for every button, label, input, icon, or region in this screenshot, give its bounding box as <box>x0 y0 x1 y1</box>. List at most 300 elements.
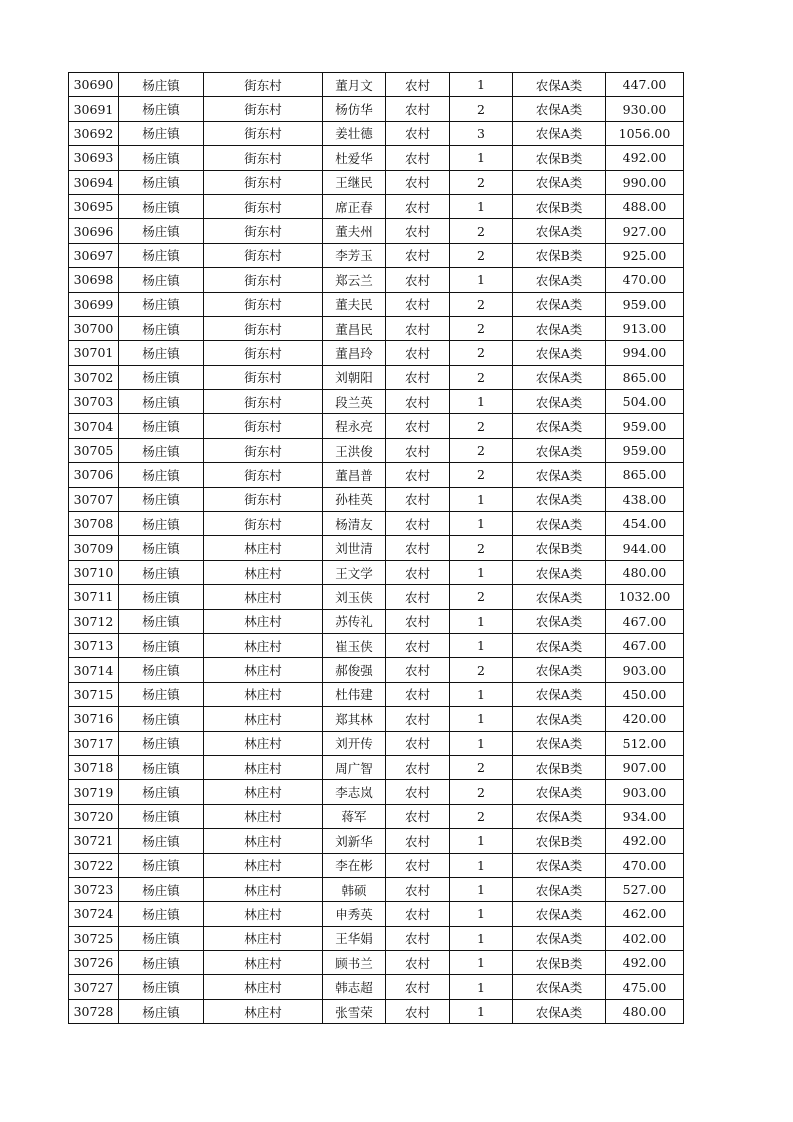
cell-town: 杨庄镇 <box>119 438 204 462</box>
cell-village: 街东村 <box>204 414 323 438</box>
cell-insurance-category: 农保A类 <box>513 292 606 316</box>
table-row <box>69 780 684 804</box>
cell-village: 林庄村 <box>204 804 323 828</box>
table-row <box>69 975 684 999</box>
cell-person-name: 王文学 <box>323 560 386 584</box>
cell-amount: 475.00 <box>606 975 684 999</box>
cell-town: 杨庄镇 <box>119 146 204 170</box>
cell-amount: 480.00 <box>606 999 684 1023</box>
cell-town: 杨庄镇 <box>119 585 204 609</box>
cell-member-count: 2 <box>450 365 513 389</box>
cell-town: 杨庄镇 <box>119 853 204 877</box>
cell-household-type: 农村 <box>386 243 450 267</box>
cell-amount: 959.00 <box>606 438 684 462</box>
cell-insurance-category: 农保A类 <box>513 975 606 999</box>
table-body <box>69 73 684 1024</box>
cell-insurance-category: 农保B类 <box>513 243 606 267</box>
cell-record-id: 30696 <box>69 219 119 243</box>
cell-member-count: 1 <box>450 853 513 877</box>
cell-amount: 927.00 <box>606 219 684 243</box>
cell-town: 杨庄镇 <box>119 707 204 731</box>
cell-person-name: 程永亮 <box>323 414 386 438</box>
cell-amount: 447.00 <box>606 73 684 97</box>
cell-insurance-category: 农保A类 <box>513 170 606 194</box>
cell-person-name: 郑其林 <box>323 707 386 731</box>
cell-person-name: 董夫州 <box>323 219 386 243</box>
cell-record-id: 30716 <box>69 707 119 731</box>
cell-household-type: 农村 <box>386 414 450 438</box>
cell-person-name: 王洪俊 <box>323 438 386 462</box>
cell-village: 林庄村 <box>204 682 323 706</box>
cell-amount: 492.00 <box>606 951 684 975</box>
cell-town: 杨庄镇 <box>119 536 204 560</box>
cell-record-id: 30702 <box>69 365 119 389</box>
cell-town: 杨庄镇 <box>119 877 204 901</box>
cell-town: 杨庄镇 <box>119 219 204 243</box>
cell-member-count: 1 <box>450 829 513 853</box>
cell-record-id: 30692 <box>69 121 119 145</box>
cell-person-name: 韩硕 <box>323 877 386 901</box>
cell-record-id: 30707 <box>69 487 119 511</box>
cell-insurance-category: 农保B类 <box>513 829 606 853</box>
cell-person-name: 姜壮德 <box>323 121 386 145</box>
cell-person-name: 顾书兰 <box>323 951 386 975</box>
cell-amount: 944.00 <box>606 536 684 560</box>
cell-town: 杨庄镇 <box>119 414 204 438</box>
cell-amount: 903.00 <box>606 780 684 804</box>
cell-household-type: 农村 <box>386 390 450 414</box>
cell-household-type: 农村 <box>386 146 450 170</box>
cell-insurance-category: 农保A类 <box>513 633 606 657</box>
cell-amount: 402.00 <box>606 926 684 950</box>
cell-village: 林庄村 <box>204 975 323 999</box>
cell-village: 街东村 <box>204 316 323 340</box>
table-row <box>69 121 684 145</box>
cell-amount: 930.00 <box>606 97 684 121</box>
cell-member-count: 1 <box>450 999 513 1023</box>
cell-household-type: 农村 <box>386 902 450 926</box>
cell-amount: 934.00 <box>606 804 684 828</box>
cell-village: 林庄村 <box>204 951 323 975</box>
cell-household-type: 农村 <box>386 658 450 682</box>
cell-member-count: 2 <box>450 780 513 804</box>
cell-person-name: 郑云兰 <box>323 268 386 292</box>
cell-insurance-category: 农保A类 <box>513 926 606 950</box>
cell-member-count: 1 <box>450 73 513 97</box>
cell-village: 林庄村 <box>204 853 323 877</box>
cell-person-name: 李志岚 <box>323 780 386 804</box>
cell-member-count: 1 <box>450 390 513 414</box>
table-row <box>69 707 684 731</box>
cell-person-name: 刘开传 <box>323 731 386 755</box>
cell-person-name: 周广智 <box>323 755 386 779</box>
cell-member-count: 2 <box>450 658 513 682</box>
cell-insurance-category: 农保A类 <box>513 707 606 731</box>
cell-village: 林庄村 <box>204 999 323 1023</box>
cell-household-type: 农村 <box>386 438 450 462</box>
cell-member-count: 2 <box>450 585 513 609</box>
cell-insurance-category: 农保A类 <box>513 731 606 755</box>
cell-member-count: 2 <box>450 414 513 438</box>
cell-village: 街东村 <box>204 170 323 194</box>
cell-amount: 467.00 <box>606 633 684 657</box>
cell-town: 杨庄镇 <box>119 633 204 657</box>
cell-amount: 990.00 <box>606 170 684 194</box>
cell-record-id: 30718 <box>69 755 119 779</box>
cell-amount: 470.00 <box>606 268 684 292</box>
cell-village: 林庄村 <box>204 707 323 731</box>
cell-amount: 470.00 <box>606 853 684 877</box>
cell-record-id: 30693 <box>69 146 119 170</box>
table-row <box>69 902 684 926</box>
cell-person-name: 段兰英 <box>323 390 386 414</box>
cell-village: 林庄村 <box>204 780 323 804</box>
cell-insurance-category: 农保A类 <box>513 780 606 804</box>
cell-record-id: 30711 <box>69 585 119 609</box>
cell-member-count: 2 <box>450 341 513 365</box>
cell-member-count: 1 <box>450 194 513 218</box>
cell-person-name: 杜伟建 <box>323 682 386 706</box>
cell-insurance-category: 农保B类 <box>513 951 606 975</box>
cell-amount: 450.00 <box>606 682 684 706</box>
cell-insurance-category: 农保A类 <box>513 97 606 121</box>
table-row <box>69 97 684 121</box>
cell-amount: 488.00 <box>606 194 684 218</box>
cell-insurance-category: 农保B类 <box>513 146 606 170</box>
cell-member-count: 1 <box>450 268 513 292</box>
cell-member-count: 2 <box>450 536 513 560</box>
cell-town: 杨庄镇 <box>119 804 204 828</box>
cell-village: 街东村 <box>204 438 323 462</box>
cell-member-count: 2 <box>450 170 513 194</box>
table-row <box>69 731 684 755</box>
cell-village: 林庄村 <box>204 658 323 682</box>
cell-insurance-category: 农保A类 <box>513 414 606 438</box>
cell-town: 杨庄镇 <box>119 243 204 267</box>
cell-amount: 903.00 <box>606 658 684 682</box>
cell-member-count: 2 <box>450 97 513 121</box>
cell-record-id: 30726 <box>69 951 119 975</box>
cell-town: 杨庄镇 <box>119 658 204 682</box>
cell-household-type: 农村 <box>386 536 450 560</box>
cell-amount: 512.00 <box>606 731 684 755</box>
cell-village: 街东村 <box>204 146 323 170</box>
cell-record-id: 30714 <box>69 658 119 682</box>
cell-person-name: 孙桂英 <box>323 487 386 511</box>
cell-household-type: 农村 <box>386 999 450 1023</box>
cell-member-count: 1 <box>450 877 513 901</box>
cell-village: 街东村 <box>204 268 323 292</box>
cell-amount: 492.00 <box>606 146 684 170</box>
cell-record-id: 30724 <box>69 902 119 926</box>
cell-insurance-category: 农保A类 <box>513 585 606 609</box>
cell-amount: 480.00 <box>606 560 684 584</box>
cell-village: 街东村 <box>204 194 323 218</box>
cell-person-name: 刘新华 <box>323 829 386 853</box>
cell-record-id: 30700 <box>69 316 119 340</box>
cell-town: 杨庄镇 <box>119 780 204 804</box>
cell-member-count: 1 <box>450 902 513 926</box>
cell-person-name: 董月文 <box>323 73 386 97</box>
table-row <box>69 146 684 170</box>
cell-household-type: 农村 <box>386 73 450 97</box>
cell-person-name: 刘玉侠 <box>323 585 386 609</box>
cell-household-type: 农村 <box>386 926 450 950</box>
cell-household-type: 农村 <box>386 219 450 243</box>
cell-insurance-category: 农保B类 <box>513 194 606 218</box>
cell-household-type: 农村 <box>386 731 450 755</box>
cell-record-id: 30719 <box>69 780 119 804</box>
cell-village: 林庄村 <box>204 536 323 560</box>
cell-record-id: 30717 <box>69 731 119 755</box>
cell-town: 杨庄镇 <box>119 926 204 950</box>
cell-town: 杨庄镇 <box>119 292 204 316</box>
cell-insurance-category: 农保A类 <box>513 512 606 536</box>
cell-member-count: 2 <box>450 438 513 462</box>
table-row <box>69 633 684 657</box>
cell-town: 杨庄镇 <box>119 341 204 365</box>
cell-insurance-category: 农保A类 <box>513 804 606 828</box>
cell-member-count: 1 <box>450 609 513 633</box>
cell-household-type: 农村 <box>386 853 450 877</box>
cell-household-type: 农村 <box>386 633 450 657</box>
cell-household-type: 农村 <box>386 560 450 584</box>
cell-household-type: 农村 <box>386 170 450 194</box>
cell-insurance-category: 农保A类 <box>513 902 606 926</box>
cell-person-name: 王继民 <box>323 170 386 194</box>
cell-household-type: 农村 <box>386 585 450 609</box>
cell-village: 街东村 <box>204 341 323 365</box>
cell-insurance-category: 农保A类 <box>513 658 606 682</box>
cell-record-id: 30727 <box>69 975 119 999</box>
cell-insurance-category: 农保A类 <box>513 341 606 365</box>
cell-household-type: 农村 <box>386 755 450 779</box>
cell-member-count: 3 <box>450 121 513 145</box>
cell-member-count: 2 <box>450 316 513 340</box>
table-row <box>69 292 684 316</box>
cell-member-count: 1 <box>450 633 513 657</box>
table-row <box>69 804 684 828</box>
table-row <box>69 536 684 560</box>
cell-record-id: 30709 <box>69 536 119 560</box>
cell-person-name: 崔玉侠 <box>323 633 386 657</box>
cell-town: 杨庄镇 <box>119 731 204 755</box>
cell-record-id: 30721 <box>69 829 119 853</box>
cell-insurance-category: 农保A类 <box>513 609 606 633</box>
table-row <box>69 243 684 267</box>
table-row <box>69 268 684 292</box>
cell-record-id: 30723 <box>69 877 119 901</box>
cell-household-type: 农村 <box>386 341 450 365</box>
table-row <box>69 341 684 365</box>
cell-record-id: 30704 <box>69 414 119 438</box>
cell-record-id: 30728 <box>69 999 119 1023</box>
table-row <box>69 438 684 462</box>
cell-member-count: 2 <box>450 804 513 828</box>
cell-insurance-category: 农保B类 <box>513 536 606 560</box>
cell-insurance-category: 农保A类 <box>513 268 606 292</box>
cell-town: 杨庄镇 <box>119 316 204 340</box>
cell-insurance-category: 农保A类 <box>513 682 606 706</box>
cell-insurance-category: 农保A类 <box>513 316 606 340</box>
records-table <box>68 72 684 1024</box>
cell-town: 杨庄镇 <box>119 975 204 999</box>
cell-village: 街东村 <box>204 243 323 267</box>
cell-member-count: 1 <box>450 682 513 706</box>
cell-insurance-category: 农保A类 <box>513 877 606 901</box>
cell-record-id: 30695 <box>69 194 119 218</box>
cell-village: 街东村 <box>204 219 323 243</box>
cell-household-type: 农村 <box>386 975 450 999</box>
cell-town: 杨庄镇 <box>119 365 204 389</box>
cell-insurance-category: 农保A类 <box>513 463 606 487</box>
table-row <box>69 560 684 584</box>
cell-village: 林庄村 <box>204 755 323 779</box>
cell-amount: 438.00 <box>606 487 684 511</box>
cell-person-name: 席正春 <box>323 194 386 218</box>
cell-town: 杨庄镇 <box>119 512 204 536</box>
cell-person-name: 刘世清 <box>323 536 386 560</box>
cell-village: 街东村 <box>204 121 323 145</box>
cell-household-type: 农村 <box>386 780 450 804</box>
cell-town: 杨庄镇 <box>119 755 204 779</box>
cell-record-id: 30703 <box>69 390 119 414</box>
cell-household-type: 农村 <box>386 194 450 218</box>
cell-amount: 1056.00 <box>606 121 684 145</box>
cell-person-name: 董昌玲 <box>323 341 386 365</box>
cell-amount: 504.00 <box>606 390 684 414</box>
table-row <box>69 414 684 438</box>
cell-record-id: 30701 <box>69 341 119 365</box>
cell-town: 杨庄镇 <box>119 194 204 218</box>
cell-amount: 959.00 <box>606 414 684 438</box>
cell-amount: 462.00 <box>606 902 684 926</box>
cell-record-id: 30694 <box>69 170 119 194</box>
cell-person-name: 苏传礼 <box>323 609 386 633</box>
cell-person-name: 蒋军 <box>323 804 386 828</box>
cell-amount: 865.00 <box>606 365 684 389</box>
cell-amount: 454.00 <box>606 512 684 536</box>
table-row <box>69 853 684 877</box>
table-row <box>69 170 684 194</box>
cell-village: 街东村 <box>204 97 323 121</box>
cell-person-name: 董夫民 <box>323 292 386 316</box>
table-row <box>69 512 684 536</box>
cell-village: 街东村 <box>204 463 323 487</box>
cell-town: 杨庄镇 <box>119 268 204 292</box>
cell-person-name: 杜爱华 <box>323 146 386 170</box>
cell-insurance-category: 农保A类 <box>513 853 606 877</box>
cell-household-type: 农村 <box>386 829 450 853</box>
cell-record-id: 30690 <box>69 73 119 97</box>
cell-member-count: 1 <box>450 951 513 975</box>
cell-person-name: 申秀英 <box>323 902 386 926</box>
cell-person-name: 董昌民 <box>323 316 386 340</box>
cell-member-count: 2 <box>450 292 513 316</box>
cell-amount: 420.00 <box>606 707 684 731</box>
cell-village: 林庄村 <box>204 877 323 901</box>
cell-town: 杨庄镇 <box>119 682 204 706</box>
cell-village: 林庄村 <box>204 585 323 609</box>
cell-household-type: 农村 <box>386 682 450 706</box>
cell-insurance-category: 农保A类 <box>513 121 606 145</box>
cell-village: 林庄村 <box>204 902 323 926</box>
cell-member-count: 1 <box>450 512 513 536</box>
cell-record-id: 30715 <box>69 682 119 706</box>
cell-village: 林庄村 <box>204 633 323 657</box>
cell-amount: 865.00 <box>606 463 684 487</box>
cell-town: 杨庄镇 <box>119 902 204 926</box>
cell-insurance-category: 农保A类 <box>513 365 606 389</box>
cell-record-id: 30705 <box>69 438 119 462</box>
cell-member-count: 1 <box>450 487 513 511</box>
cell-record-id: 30712 <box>69 609 119 633</box>
cell-member-count: 2 <box>450 463 513 487</box>
cell-record-id: 30722 <box>69 853 119 877</box>
cell-person-name: 张雪荣 <box>323 999 386 1023</box>
cell-town: 杨庄镇 <box>119 170 204 194</box>
cell-amount: 959.00 <box>606 292 684 316</box>
cell-member-count: 1 <box>450 926 513 950</box>
table-row <box>69 365 684 389</box>
table-row <box>69 73 684 97</box>
cell-village: 街东村 <box>204 512 323 536</box>
cell-record-id: 30697 <box>69 243 119 267</box>
cell-person-name: 李芳玉 <box>323 243 386 267</box>
cell-household-type: 农村 <box>386 804 450 828</box>
cell-town: 杨庄镇 <box>119 999 204 1023</box>
cell-amount: 925.00 <box>606 243 684 267</box>
cell-amount: 994.00 <box>606 341 684 365</box>
cell-household-type: 农村 <box>386 268 450 292</box>
cell-town: 杨庄镇 <box>119 463 204 487</box>
table-row <box>69 877 684 901</box>
cell-record-id: 30698 <box>69 268 119 292</box>
table-row <box>69 682 684 706</box>
cell-village: 林庄村 <box>204 609 323 633</box>
cell-record-id: 30710 <box>69 560 119 584</box>
cell-amount: 913.00 <box>606 316 684 340</box>
cell-insurance-category: 农保A类 <box>513 73 606 97</box>
cell-town: 杨庄镇 <box>119 97 204 121</box>
table-row <box>69 829 684 853</box>
cell-person-name: 刘朝阳 <box>323 365 386 389</box>
cell-record-id: 30713 <box>69 633 119 657</box>
cell-household-type: 农村 <box>386 121 450 145</box>
cell-insurance-category: 农保A类 <box>513 999 606 1023</box>
cell-household-type: 农村 <box>386 877 450 901</box>
cell-member-count: 1 <box>450 560 513 584</box>
cell-amount: 907.00 <box>606 755 684 779</box>
cell-amount: 527.00 <box>606 877 684 901</box>
cell-record-id: 30699 <box>69 292 119 316</box>
cell-insurance-category: 农保A类 <box>513 219 606 243</box>
cell-household-type: 农村 <box>386 463 450 487</box>
cell-person-name: 杨清友 <box>323 512 386 536</box>
cell-record-id: 30691 <box>69 97 119 121</box>
table-row <box>69 658 684 682</box>
table-row <box>69 219 684 243</box>
cell-household-type: 农村 <box>386 97 450 121</box>
cell-member-count: 2 <box>450 755 513 779</box>
cell-member-count: 2 <box>450 243 513 267</box>
cell-person-name: 杨仿华 <box>323 97 386 121</box>
cell-member-count: 1 <box>450 146 513 170</box>
cell-insurance-category: 农保A类 <box>513 390 606 414</box>
cell-member-count: 1 <box>450 975 513 999</box>
cell-insurance-category: 农保A类 <box>513 487 606 511</box>
table-row <box>69 463 684 487</box>
